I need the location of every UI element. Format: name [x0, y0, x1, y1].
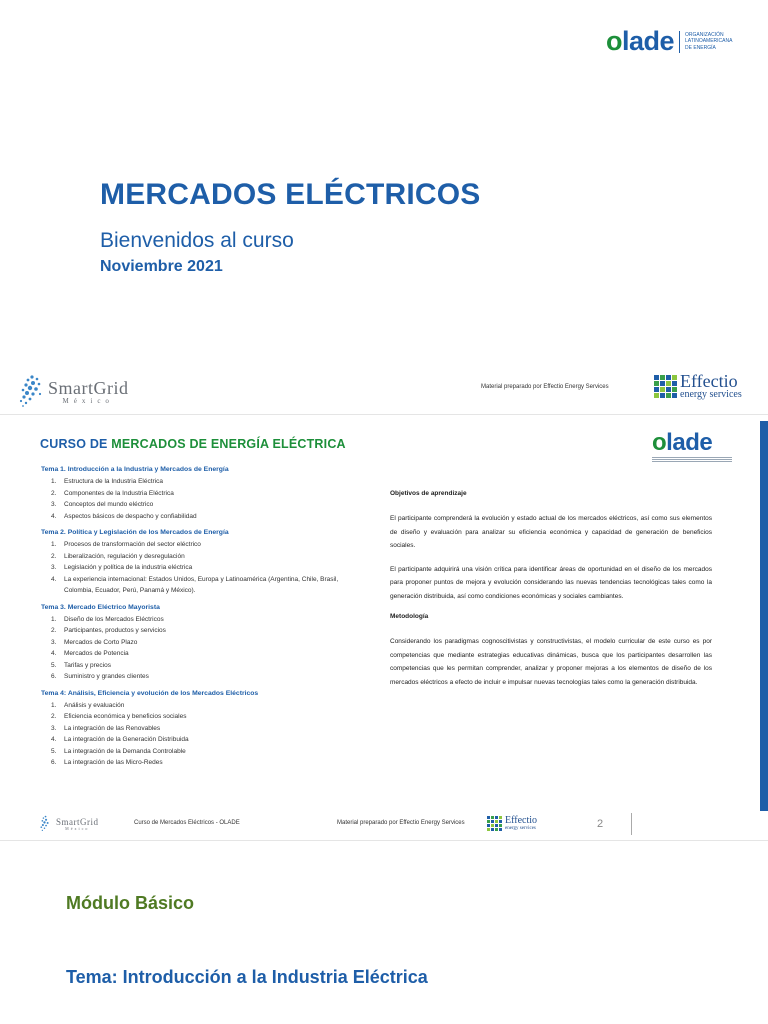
olade-stripes — [652, 457, 732, 463]
module-title: Módulo Básico — [66, 893, 195, 913]
course-date: Noviembre 2021 — [100, 258, 223, 275]
objectives-heading: Objetivos de aprendizaje — [390, 490, 467, 497]
olade-wordmark: olade — [652, 429, 713, 456]
topics-list — [41, 463, 361, 773]
smartgrid-name: SmartGrid — [56, 817, 99, 827]
olade-logo — [606, 26, 732, 57]
methodology-heading: Metodología — [390, 613, 429, 620]
olade-separator — [679, 31, 680, 53]
objectives-paragraph: El participante comprenderá la evolución y estado actual de los mercados eléctricos, así como sus elementos de diseño y evaluación para analizar su eficiencia económica y capacidad de generación de beneficios sociales. — [390, 515, 712, 549]
list-item: 1. Diseño de los Mercados Eléctricos — [51, 615, 164, 623]
olade-wordmark: olade — [606, 26, 675, 56]
list-item: 4. La experiencia internacional: Estados Unidos, Europa y Latinoamérica (Argentina, Chile, Brasil, Colombia, Ecuador, Perú, Panamá y México). — [51, 575, 339, 594]
smartgrid-dots-icon — [18, 374, 44, 408]
course-title: CURSO DE MERCADOS DE ENERGÍA ELÉCTRICA — [40, 437, 346, 451]
prepared-by-text: Material preparado por Effectio Energy Services — [481, 384, 609, 390]
list-item: 2. Participantes, productos y servicios — [51, 627, 166, 634]
page-divider — [631, 813, 632, 835]
list-item: 3. Mercados de Corto Plazo — [51, 638, 138, 646]
olade-org-name: ORGANIZACIÓN LATINOAMERICANA DE ENERGÍA — [685, 31, 733, 51]
list-item: 5. Tarifas y precios — [51, 661, 111, 669]
list-item: 3. La integración de las Renovables — [51, 724, 161, 732]
topic-heading: Tema 3. Mercado Eléctrico Mayorista — [41, 603, 160, 611]
effectio-tagline: energy services — [505, 826, 536, 831]
list-item: 4. Aspectos básicos de despacho y confiabilidad — [51, 512, 197, 520]
smartgrid-name: SmartGrid — [48, 377, 129, 398]
page-title: MERCADOS ELÉCTRICOS — [100, 178, 481, 211]
slide-module — [0, 840, 768, 1024]
objectives-paragraph: El participante adquirirá una visión crítica para identificar áreas de oportunidad en el diseño de los mercados para proponer puntos de mejora y evolución considerando las nuevas tendencias tecnológicas tales como la generación distribuida, así como condiciones económicas y sociales cambiantes. — [390, 565, 712, 600]
course-description — [390, 490, 712, 699]
smartgrid-logo — [38, 815, 99, 833]
topic-title: Tema: Introducción a la Industria Eléctrica — [66, 967, 428, 987]
list-item: 1. Estructura de la Industria Eléctrica — [51, 478, 163, 485]
effectio-tagline: energy services — [680, 389, 742, 400]
topic-items — [41, 539, 361, 597]
accent-bar — [760, 421, 768, 811]
topic-heading: Tema 1. Introducción a la Industria y Mercados de Energía — [41, 466, 229, 473]
slide-course-overview — [0, 414, 768, 840]
list-item: 2. Liberalización, regulación y desregulación — [51, 552, 185, 560]
list-item: 4. Mercados de Potencia — [51, 650, 129, 657]
topic-heading: Tema 2. Política y Legislación de los Mercados de Energía — [41, 529, 229, 536]
smartgrid-country: México — [65, 826, 90, 831]
list-item: 6. La integración de las Micro-Redes — [51, 759, 163, 766]
list-item: 5. La integración de la Demanda Controlable — [51, 747, 186, 755]
methodology-paragraph: Considerando los paradigmas cognoscitivistas y constructivistas, el modelo curricular de este curso es por competencias que mediante estrategias educativas dinámicas, busca que los participantes desarrollen las competencias que les permitan comprender, analizar y proponer mejoras a los elementos de diseño de los mercados eléctricos a efecto de incluir e impulsar nuevas tecnologías tales como la generación distribuida. — [390, 638, 712, 686]
list-item: 3. Conceptos del mundo eléctrico — [51, 501, 154, 508]
prepared-by-text: Material preparado por Effectio Energy Services — [337, 820, 465, 826]
topic-items — [41, 700, 361, 769]
effectio-logo — [654, 372, 742, 400]
olade-logo — [652, 429, 712, 457]
effectio-logo — [487, 816, 537, 831]
smartgrid-country: México — [62, 396, 114, 405]
topic-items — [41, 614, 361, 683]
effectio-name: Effectio — [680, 371, 738, 391]
page-subtitle: Bienvenidos al curso — [100, 229, 294, 252]
smartgrid-logo — [18, 374, 129, 408]
list-item: 6. Suministro y grandes clientes — [51, 673, 149, 680]
topic-items — [41, 476, 361, 522]
effectio-grid-icon — [654, 375, 677, 398]
smartgrid-dots-icon — [38, 815, 52, 833]
list-item: 2. Eficiencia económica y beneficios sociales — [51, 713, 187, 720]
effectio-name: Effectio — [505, 815, 538, 826]
list-item: 1. Análisis y evaluación — [51, 701, 125, 709]
list-item: 2. Componentes de la Industria Eléctrica — [51, 489, 174, 497]
footer-course-name: Curso de Mercados Eléctricos - OLADE — [134, 820, 240, 826]
list-item: 3. Legislación y política de la industria eléctrica — [51, 564, 193, 571]
slide-title — [0, 0, 768, 414]
page-number: 2 — [597, 818, 604, 830]
list-item: 4. La integración de la Generación Distribuida — [51, 736, 189, 743]
topic-heading: Tema 4: Análisis, Eficiencia y evolución de los Mercados Eléctricos — [41, 689, 259, 697]
list-item: 1. Procesos de transformación del sector eléctrico — [51, 541, 201, 548]
effectio-grid-icon — [487, 816, 502, 831]
